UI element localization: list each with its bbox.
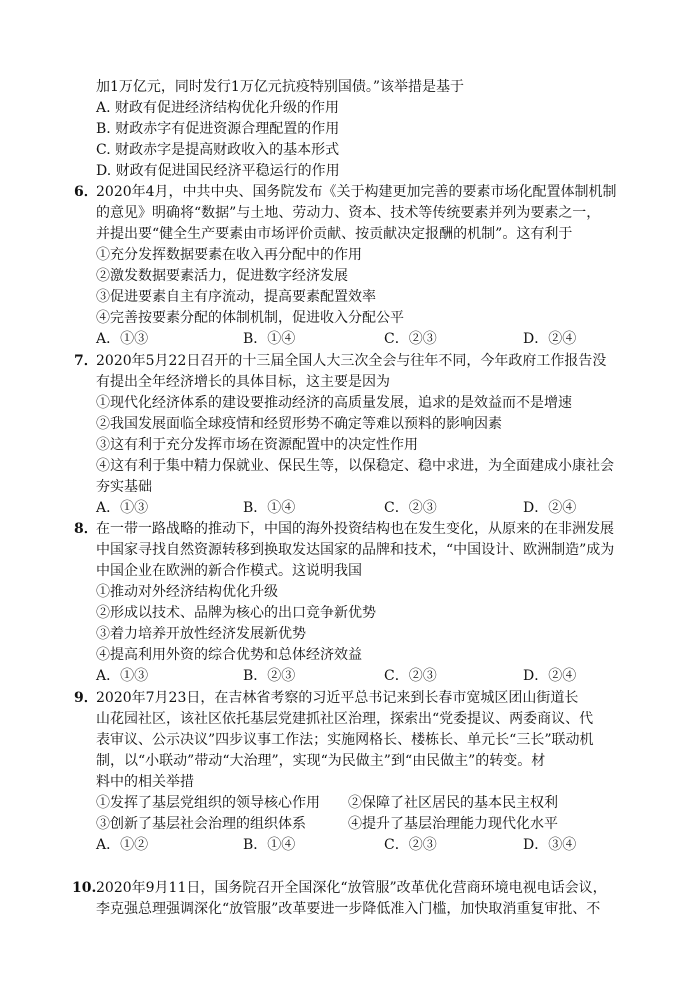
q7-number: 7． bbox=[74, 353, 98, 369]
q6-item: ①充分发挥数据要素在收入再分配中的作用 bbox=[96, 247, 362, 263]
q7-choice-c: C．②③ bbox=[384, 500, 437, 516]
q7-choice-a: A．①③ bbox=[96, 500, 149, 516]
q6-choice-c: C．②③ bbox=[384, 331, 437, 347]
q9-item: ③创新了基层社会治理的组织体系 bbox=[96, 816, 306, 832]
q6-stem-line: 的意见》明确将“数据”与土地、劳动力、资本、技术等传统要素并列为要素之一， bbox=[96, 205, 601, 221]
q7-item-continued: 夯实基础 bbox=[96, 479, 152, 495]
q9-stem-line: 山花园社区，该社区依托基层党建抓社区治理，探索出“党委提议、两委商议、代 bbox=[96, 711, 594, 727]
q8-stem-line: 中国家寻找自然资源转移到换取发达国家的品牌和技术，“中国设计、欧洲制造”成为 bbox=[96, 542, 615, 558]
q8-choices bbox=[96, 666, 656, 686]
q9-item: ②保障了社区居民的基本民主权利 bbox=[348, 795, 558, 811]
q9-choices bbox=[96, 835, 656, 855]
q6-item: ③促进要素自主有序流动，提高要素配置效率 bbox=[96, 289, 376, 305]
q8-stem-line: 在一带一路战略的推动下，中国的海外投资结构也在发生变化，从原来的在非洲发展 bbox=[96, 521, 614, 537]
q10-stem-line: 李克强总理强调深化“放管服”改革要进一步降低准入门槛，加快取消重复审批、不 bbox=[96, 901, 601, 917]
q6-choice-d: D．②④ bbox=[523, 331, 577, 347]
q7-choice-d: D．②④ bbox=[523, 500, 577, 516]
q6-choice-a: A．①③ bbox=[96, 331, 149, 347]
q5-option-d: D. 财政有促进国民经济平稳运行的作用 bbox=[96, 163, 340, 179]
q6-choice-b: B．①④ bbox=[243, 331, 296, 347]
q9-number: 9． bbox=[74, 690, 98, 706]
q8-stem-line: 中国企业在欧洲的新合作模式。这说明我国 bbox=[96, 563, 362, 579]
q7-stem-line: 2020年5月22日召开的十三届全国人大三次全会与往年不同，今年政府工作报告没 bbox=[96, 353, 607, 369]
q5-stem-tail: 加1万亿元，同时发行1万亿元抗疫特别国债。”该举措是基于 bbox=[96, 79, 464, 95]
q8-choice-c: C．②③ bbox=[384, 668, 437, 684]
q9-item: ①发挥了基层党组织的领导核心作用 bbox=[96, 795, 320, 811]
q7-item: ③这有利于充分发挥市场在资源配置中的决定性作用 bbox=[96, 437, 418, 453]
q8-item: ④提高利用外资的综合优势和总体经济效益 bbox=[96, 647, 362, 663]
q5-option-a: A. 财政有促进经济结构优化升级的作用 bbox=[96, 100, 340, 116]
q6-item: ④完善按要素分配的体制机制，促进收入分配公平 bbox=[96, 310, 404, 326]
q9-item: ④提升了基层治理能力现代化水平 bbox=[348, 816, 558, 832]
q7-item: ④这有利于集中精力保就业、保民生等，以保稳定、稳中求进，为全面建成小康社会 bbox=[96, 458, 614, 474]
q10-stem-line: 2020年9月11日，国务院召开全国深化“放管服”改革优化营商环境电视电话会议， bbox=[96, 880, 607, 896]
q9-stem-line: 料中的相关举措 bbox=[96, 774, 194, 790]
q9-choice-d: D．③④ bbox=[523, 837, 577, 853]
q7-item: ②我国发展面临全球疫情和经贸形势不确定等难以预料的影响因素 bbox=[96, 416, 502, 432]
q8-choice-b: B．②③ bbox=[243, 668, 296, 684]
q6-item: ②激发数据要素活力，促进数字经济发展 bbox=[96, 268, 348, 284]
q8-number: 8． bbox=[74, 521, 98, 537]
q8-choice-d: D．②④ bbox=[523, 668, 577, 684]
q8-item: ①推动对外经济结构优化升级 bbox=[96, 584, 278, 600]
q9-stem-line: 制，以“小联动”带动“大治理”，实现“为民做主”到“由民做主”的转变。材 bbox=[96, 753, 546, 769]
q10-number: 10. bbox=[72, 880, 97, 896]
q7-choice-b: B．①④ bbox=[243, 500, 296, 516]
q6-stem-line: 并提出要“健全生产要素由市场评价贡献、按贡献决定报酬的机制”。这有利于 bbox=[96, 226, 573, 242]
q5-option-b: B. 财政赤字有促进资源合理配置的作用 bbox=[96, 121, 340, 137]
q7-stem-line: 有提出全年经济增长的具体目标，这主要是因为 bbox=[96, 374, 390, 390]
q7-item: ①现代化经济体系的建设要推动经济的高质量发展，追求的是效益而不是增速 bbox=[96, 395, 572, 411]
q8-item: ③着力培养开放性经济发展新优势 bbox=[96, 626, 306, 642]
q9-choice-a: A．①② bbox=[96, 837, 149, 853]
q9-choice-b: B．①④ bbox=[243, 837, 296, 853]
q8-choice-a: A．①③ bbox=[96, 668, 149, 684]
q9-stem-line: 表审议、公示决议”四步议事工作法；实施网格长、楼栋长、单元长“三长”联动机 bbox=[96, 732, 594, 748]
q7-choices bbox=[96, 498, 656, 518]
q8-item: ②形成以技术、品牌为核心的出口竞争新优势 bbox=[96, 605, 376, 621]
q9-stem-line: 2020年7月23日，在吉林省考察的习近平总书记来到长春市宽城区团山街道长 bbox=[96, 690, 579, 706]
q6-choices bbox=[96, 329, 656, 349]
q9-choice-c: C．②③ bbox=[384, 837, 437, 853]
q6-stem-line: 2020年4月，中共中央、国务院发布《关于构建更加完善的要素市场化配置体制机制 bbox=[96, 184, 617, 200]
q5-option-c: C. 财政赤字是提高财政收入的基本形式 bbox=[96, 142, 340, 158]
q6-number: 6． bbox=[74, 184, 98, 200]
